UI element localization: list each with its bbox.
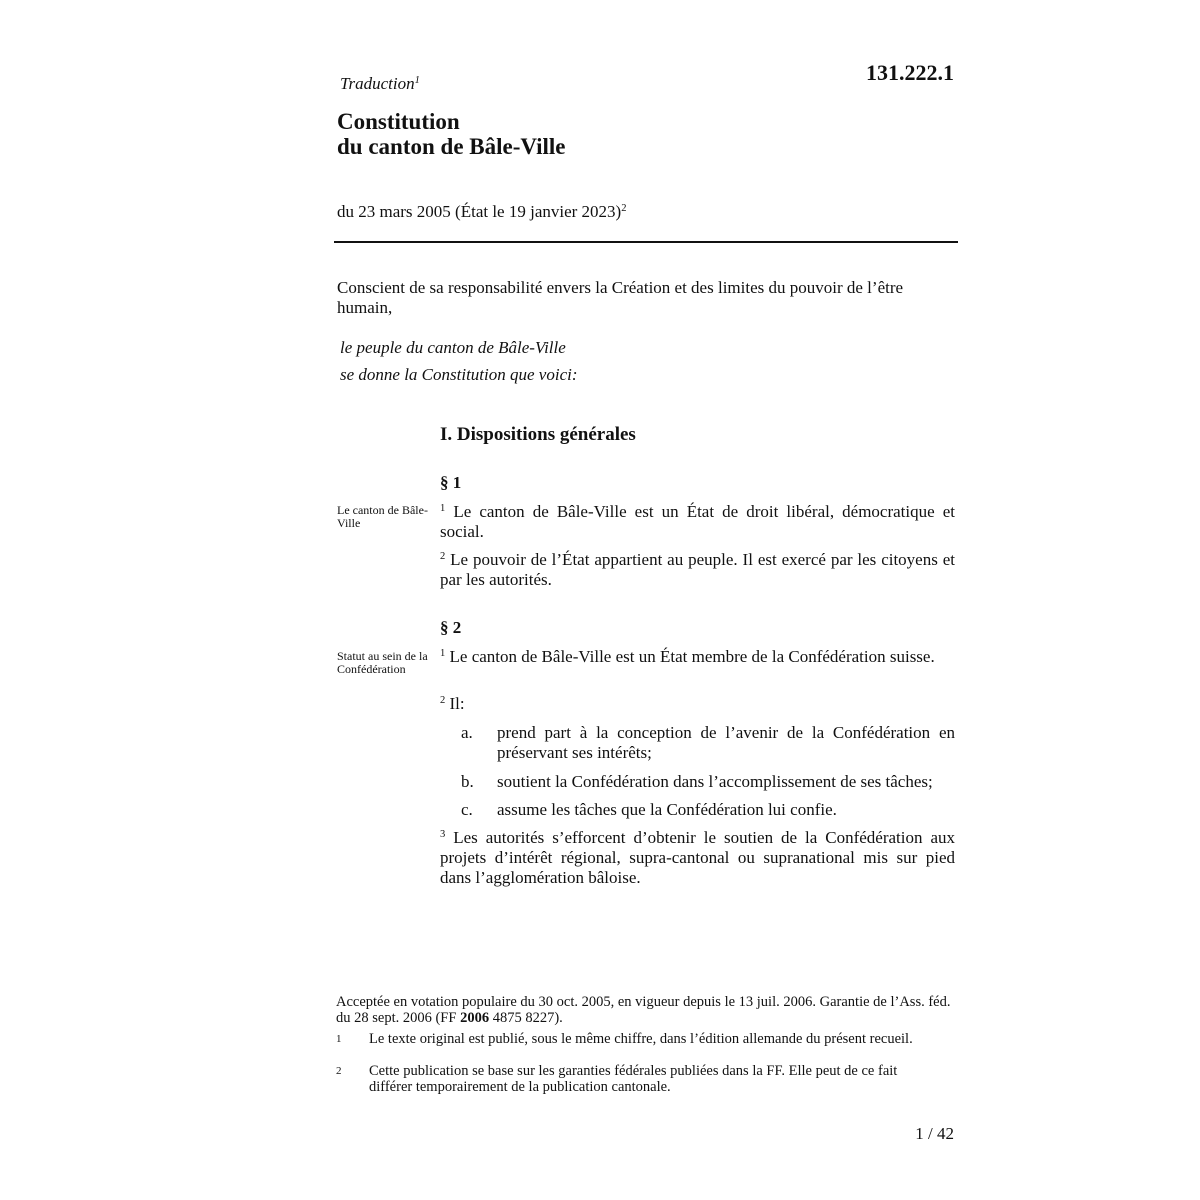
section-heading: § 2 bbox=[440, 618, 462, 637]
chapter-heading: I. Dispositions générales bbox=[440, 424, 636, 445]
document-title bbox=[337, 109, 566, 159]
title-line-1: Constitution bbox=[337, 109, 460, 134]
footnote-number: 1 bbox=[336, 1033, 342, 1045]
paragraph-number: 1 bbox=[440, 503, 446, 515]
list-item: assume les tâches que la Confédération lui confie. bbox=[497, 800, 837, 819]
margin-note: Le canton de Bâle-Ville bbox=[337, 503, 428, 530]
paragraph: $^1$ Le canton de Bâle-Ville est un État membre de la Confédération suisse. bbox=[440, 647, 935, 666]
footnote-ref-1[interactable]: 1 bbox=[414, 75, 420, 87]
document-date: du 23 mars 2005 (État le 19 janvier 2023)$^2$ bbox=[337, 202, 627, 221]
title-line-2: du canton de Bâle-Ville bbox=[337, 134, 566, 159]
paragraph: $^2$ Il: bbox=[440, 694, 465, 713]
footnote-text: Cette publication se base sur les garanties fédérales publiées dans la FF. Elle peut de ce fait différer temporairement de la publication cantonale. bbox=[369, 1063, 898, 1095]
footnote-text: Le texte original est publié, sous le même chiffre, dans l’édition allemande du présent recueil. bbox=[369, 1031, 913, 1047]
paragraph: $^2$ Le pouvoir de l’État appartient au peuple. Il est exercé par les citoyens et par les autorités. bbox=[440, 550, 955, 589]
margin-note: Statut au sein de la Confédération bbox=[337, 649, 428, 676]
paragraph-number: 1 bbox=[440, 648, 446, 660]
paragraph: $^1$ Le canton de Bâle-Ville est un État de droit libéral, démocratique et social. bbox=[440, 502, 955, 541]
preamble-italic bbox=[340, 334, 578, 388]
paragraph-number: 3 bbox=[440, 829, 446, 841]
paragraph: $^3$ Les autorités s’efforcent d’obtenir le soutien de la Confédération aux projets d’intérêt régional, supra-cantonal ou supranational mis sur pied dans l’agglomération bâloise. bbox=[440, 828, 955, 887]
preamble-italic-line-2: se donne la Constitution que voici: bbox=[340, 365, 578, 384]
preamble-text: Conscient de sa responsabilité envers la Création et des limites du pouvoir de l’être humain, bbox=[337, 278, 904, 317]
list-item-letter: b. bbox=[461, 772, 474, 791]
paragraph-number: 2 bbox=[440, 551, 446, 563]
translation-label: Traduction$^1$ bbox=[340, 74, 420, 93]
page-number: 1 / 42 bbox=[915, 1124, 954, 1143]
list-item: prend part à la conception de l’avenir de la Confédération en préservant ses intérêts; bbox=[497, 723, 955, 762]
document-number: 131.222.1 bbox=[866, 60, 954, 85]
list-item-letter: c. bbox=[461, 800, 473, 819]
footnote-ref-2[interactable]: 2 bbox=[621, 203, 627, 215]
header-divider bbox=[334, 241, 958, 243]
preamble-italic-line-1: le peuple du canton de Bâle-Ville bbox=[340, 338, 566, 357]
section-heading: § 1 bbox=[440, 473, 462, 492]
acceptance-note: Acceptée en votation populaire du 30 oct. 2005, en vigueur depuis le 13 juil. 2006. Garantie de l’Ass. féd. du 28 sept. 2006 (FF 2006 4875 8227). bbox=[336, 994, 951, 1026]
list-item-letter: a. bbox=[461, 723, 473, 742]
footnote-number: 2 bbox=[336, 1065, 342, 1077]
paragraph-number: 2 bbox=[440, 695, 446, 707]
list-item: soutient la Confédération dans l’accomplissement de ses tâches; bbox=[497, 772, 933, 791]
